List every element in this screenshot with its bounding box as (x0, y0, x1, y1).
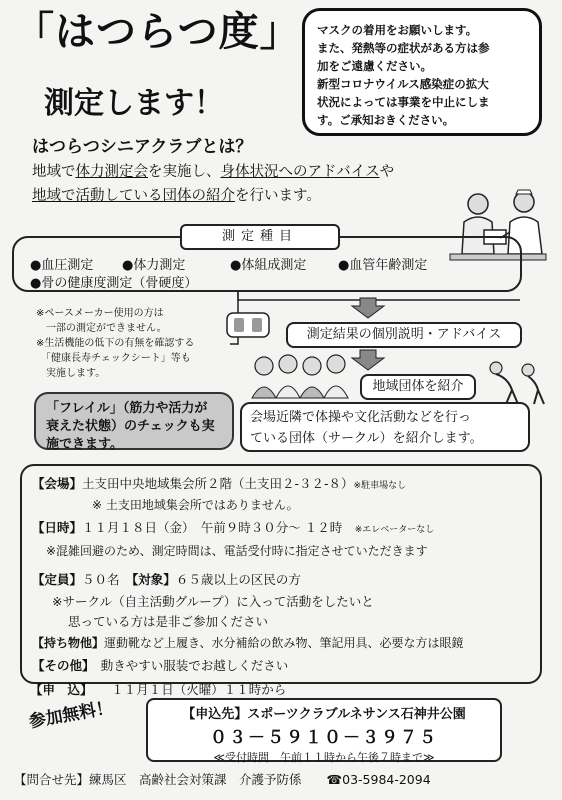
circle-line: ている団体（サークル）を紹介します。 (250, 431, 483, 446)
exercise-illustration (482, 360, 548, 406)
date-note: ※エレベーターなし (354, 525, 435, 535)
venue-value: 土支田中央地域集会所２階（土支田２-３２-８） (82, 476, 354, 491)
date-row (32, 518, 434, 536)
lead-text: や (379, 164, 395, 180)
date-value: １１月１８日（金） 午前９時３０分～ １２時 (82, 520, 343, 535)
measure-item: ●血管年齢測定 (338, 258, 428, 273)
target-label: 【対象】 (132, 572, 176, 587)
frail-line: 施できます。 (46, 437, 123, 452)
page-subtitle: 測定します！ (44, 86, 224, 121)
notice-line: す。ご承知おきください。 (317, 113, 455, 127)
note-line: ※ペースメーカー使用の方は (36, 308, 164, 319)
application-phone: ０３－５９１０－３９７５ (210, 728, 438, 748)
note-line: 一部の測定ができません。 (36, 323, 167, 334)
frail-line: 「フレイル」（筋力や活力が (46, 401, 208, 416)
venue-note: ※駐車場なし (353, 481, 407, 491)
intro-question: はつらつシニアクラブとは？ (32, 137, 253, 157)
application-title: 【申込先】スポーツクラブルネサンス石神井公園 (182, 707, 466, 722)
apply-row (30, 680, 286, 698)
notice-line: また、発熱等の症状がある方は参 (317, 41, 490, 55)
page-title: 「はつらつ度」 (14, 9, 301, 55)
bring-label: 【持ち物他】 (32, 636, 105, 650)
footer-label: 【問合せ先】 (14, 772, 90, 787)
lead-underline: 地域で活動している団体の紹介 (32, 188, 235, 204)
footer-phone: ☎03-5984-2094 (326, 772, 431, 787)
circle-description (240, 402, 530, 452)
capacity-row (32, 570, 301, 588)
venue-label: 【会場】 (32, 476, 83, 491)
free-participation-badge: 参加無料！ (27, 697, 115, 733)
footer-dept: 練馬区 高齢社会対策課 介護予防係 (89, 772, 302, 787)
flow-step-advice: 測定結果の個別説明・アドバイス (286, 322, 522, 348)
bring-value: 運動靴など上履き、水分補給の飲み物、筆記用具、必要な方は眼鏡 (104, 636, 464, 650)
notice-line: マスクの着用をお願いします。 (317, 23, 478, 37)
lead-text: を実施し、 (148, 164, 221, 180)
target-value: ６５歳以上の区民の方 (175, 572, 301, 587)
event-info-box (20, 464, 542, 684)
bring-row (32, 634, 464, 651)
date-label: 【日時】 (32, 520, 83, 535)
note-line: 実施します。 (36, 368, 106, 379)
notice-line: 加をご遠慮ください。 (317, 59, 432, 73)
capacity-label: 【定員】 (32, 572, 83, 587)
date-sub: ※混雑回避のため、測定時間は、電話受付時に指定させていただきます (46, 544, 428, 558)
measurement-heading: 測定種目 (180, 224, 340, 250)
capacity-value: ５０名 (82, 572, 120, 587)
circle-sub2: 思っている方は是非ご参加ください (68, 614, 269, 629)
measure-item: ●体力測定 (122, 258, 186, 273)
circle-sub1: ※サークル（自主活動グループ）に入って活動をしたいと (52, 594, 374, 609)
notes (36, 306, 194, 381)
flow-step-introduce: 地域団体を紹介 (360, 374, 476, 400)
measure-item: ●血圧測定 (30, 258, 94, 273)
note-line: 「健康長寿チェックシート」等も (36, 353, 191, 364)
notice-line: 新型コロナウイルス感染症の拡大 (317, 77, 489, 91)
venue-row (32, 474, 406, 492)
other-row (32, 656, 288, 674)
group-illustration (250, 352, 356, 400)
application-hours: ≪受付時間 午前１１時から午後７時まで≫ (213, 751, 435, 764)
measure-item: ●体組成測定 (230, 258, 307, 273)
other-label: 【その他】 (32, 658, 89, 673)
frail-line: 衰えた状態）のチェックも実 (46, 419, 215, 434)
lead-text: を行います。 (235, 188, 321, 204)
frail-check-box (34, 392, 234, 450)
lead-underline: 体力測定会 (75, 164, 148, 180)
measure-item: ●骨の健康度測定（骨硬度） (30, 276, 198, 291)
apply-label: 【申 込】 (30, 682, 87, 697)
scale-device-icon (226, 312, 270, 338)
note-line: ※生活機能の低下の有無を確認する (36, 338, 195, 349)
application-box (146, 698, 502, 762)
lead-text: 地域で (32, 164, 76, 180)
other-value: 動きやすい服装でお越しください (100, 658, 289, 673)
footer-contact (14, 770, 548, 788)
lead-underline: 身体状況へのアドバイス (220, 164, 380, 180)
apply-value: １１月１日（火曜）１１時から (111, 682, 287, 697)
notice-line: 状況によっては事業を中止にしま (317, 95, 490, 109)
circle-line: 会場近隣で体操や文化活動などを行っ (250, 410, 472, 425)
venue-sub: ※ 土支田地域集会所ではありません。 (92, 498, 299, 512)
